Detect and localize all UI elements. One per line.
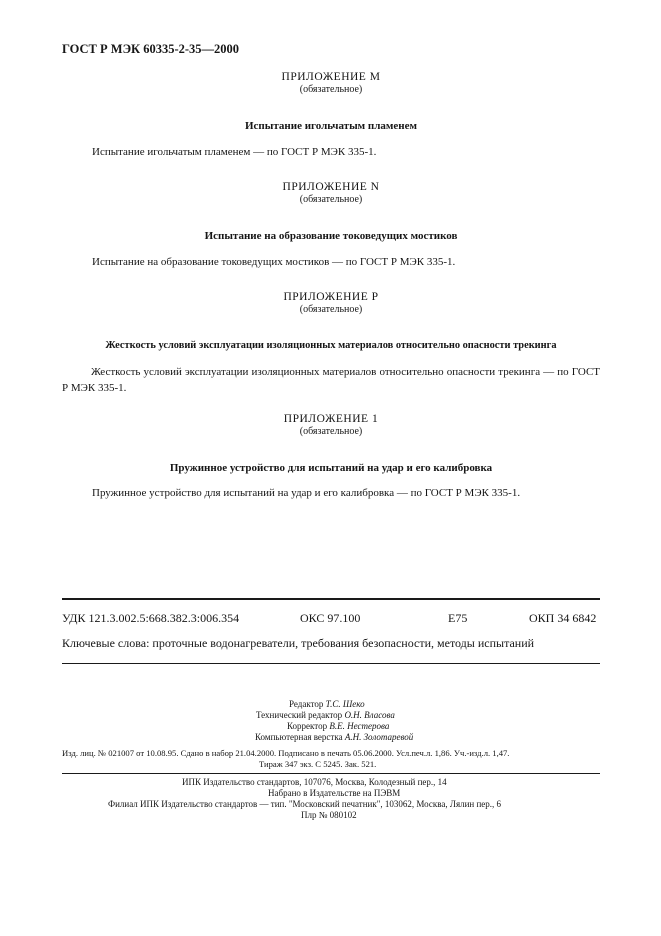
udk-code: УДК 121.3.002.5:668.382.3:006.354 xyxy=(62,611,240,625)
publisher-typeset: Набрано в Издательстве на ПЭВМ xyxy=(268,788,401,798)
appendix-p-text: Жесткость условий эксплуатации изоляционных материалов относительно опасности трекинга — по ГОСТ Р МЭК 335-1. xyxy=(62,366,600,394)
appendix-m-text: Испытание игольчатым пламенем — по ГОСТ Р МЭК 335-1. xyxy=(92,146,377,158)
publisher-license: Плр № 080102 xyxy=(301,810,357,820)
appendix-p-status: (обязательное) xyxy=(299,304,363,315)
appendix-n-title: Испытание на образование токоведущих мостиков xyxy=(204,230,458,242)
credit-tech-editor: Технический редактор О.Н. Власова xyxy=(256,710,395,720)
appendix-1-label: ПРИЛОЖЕНИЕ 1 xyxy=(283,413,379,425)
oks-code: ОКС 97.100 xyxy=(300,611,361,625)
credit-layout: Компьютерная верстка А.Н. Золотаревой xyxy=(255,732,414,742)
imprint-line-1: Изд. лиц. № 021007 от 10.08.95. Сдано в набор 21.04.2000. Подписано в печать 05.06.2000. Усл.печ.л. 1,86. Уч.-изд.л. 1,47. xyxy=(62,748,510,758)
credit-proofreader: Корректор В.Е. Нестерова xyxy=(287,721,390,731)
top-rule xyxy=(62,598,600,600)
appendix-m-title: Испытание игольчатым пламенем xyxy=(244,120,418,132)
appendix-n-label: ПРИЛОЖЕНИЕ N xyxy=(282,181,380,193)
credit-editor: Редактор Т.С. Шеко xyxy=(289,699,365,709)
publisher-branch: Филиал ИПК Издательство стандартов — тип. "Московский печатник", 103062, Москва, Лялин пер., 6 xyxy=(108,799,502,809)
imprint-rule xyxy=(62,773,600,774)
category-code: Е75 xyxy=(448,611,468,625)
keywords: Ключевые слова: проточные водонагреватели, требования безопасности, методы испытаний xyxy=(62,636,535,650)
appendix-n-status: (обязательное) xyxy=(299,194,363,205)
appendix-1-title: Пружинное устройство для испытаний на удар и его калибровка xyxy=(169,462,493,474)
document-id: ГОСТ Р МЭК 60335-2-35—2000 xyxy=(62,42,240,56)
appendix-1-text: Пружинное устройство для испытаний на удар и его калибровка — по ГОСТ Р МЭК 335-1. xyxy=(92,487,521,499)
appendix-n-text: Испытание на образование токоведущих мостиков — по ГОСТ Р МЭК 335-1. xyxy=(92,256,456,268)
appendix-m-label: ПРИЛОЖЕНИЕ M xyxy=(281,71,381,83)
keywords-rule xyxy=(62,663,600,664)
appendix-p-title: Жесткость условий эксплуатации изоляционных материалов относительно опасности трекинга xyxy=(105,340,557,351)
appendix-p-label: ПРИЛОЖЕНИЕ P xyxy=(283,291,379,303)
appendix-m-status: (обязательное) xyxy=(299,84,363,95)
appendix-1-status: (обязательное) xyxy=(299,426,363,437)
okp-code: ОКП 34 6842 xyxy=(529,611,597,625)
imprint-line-2: Тираж 347 экз. С 5245. Зак. 521. xyxy=(259,759,377,769)
publisher-address: ИПК Издательство стандартов, 107076, Москва, Колодезный пер., 14 xyxy=(182,777,447,787)
